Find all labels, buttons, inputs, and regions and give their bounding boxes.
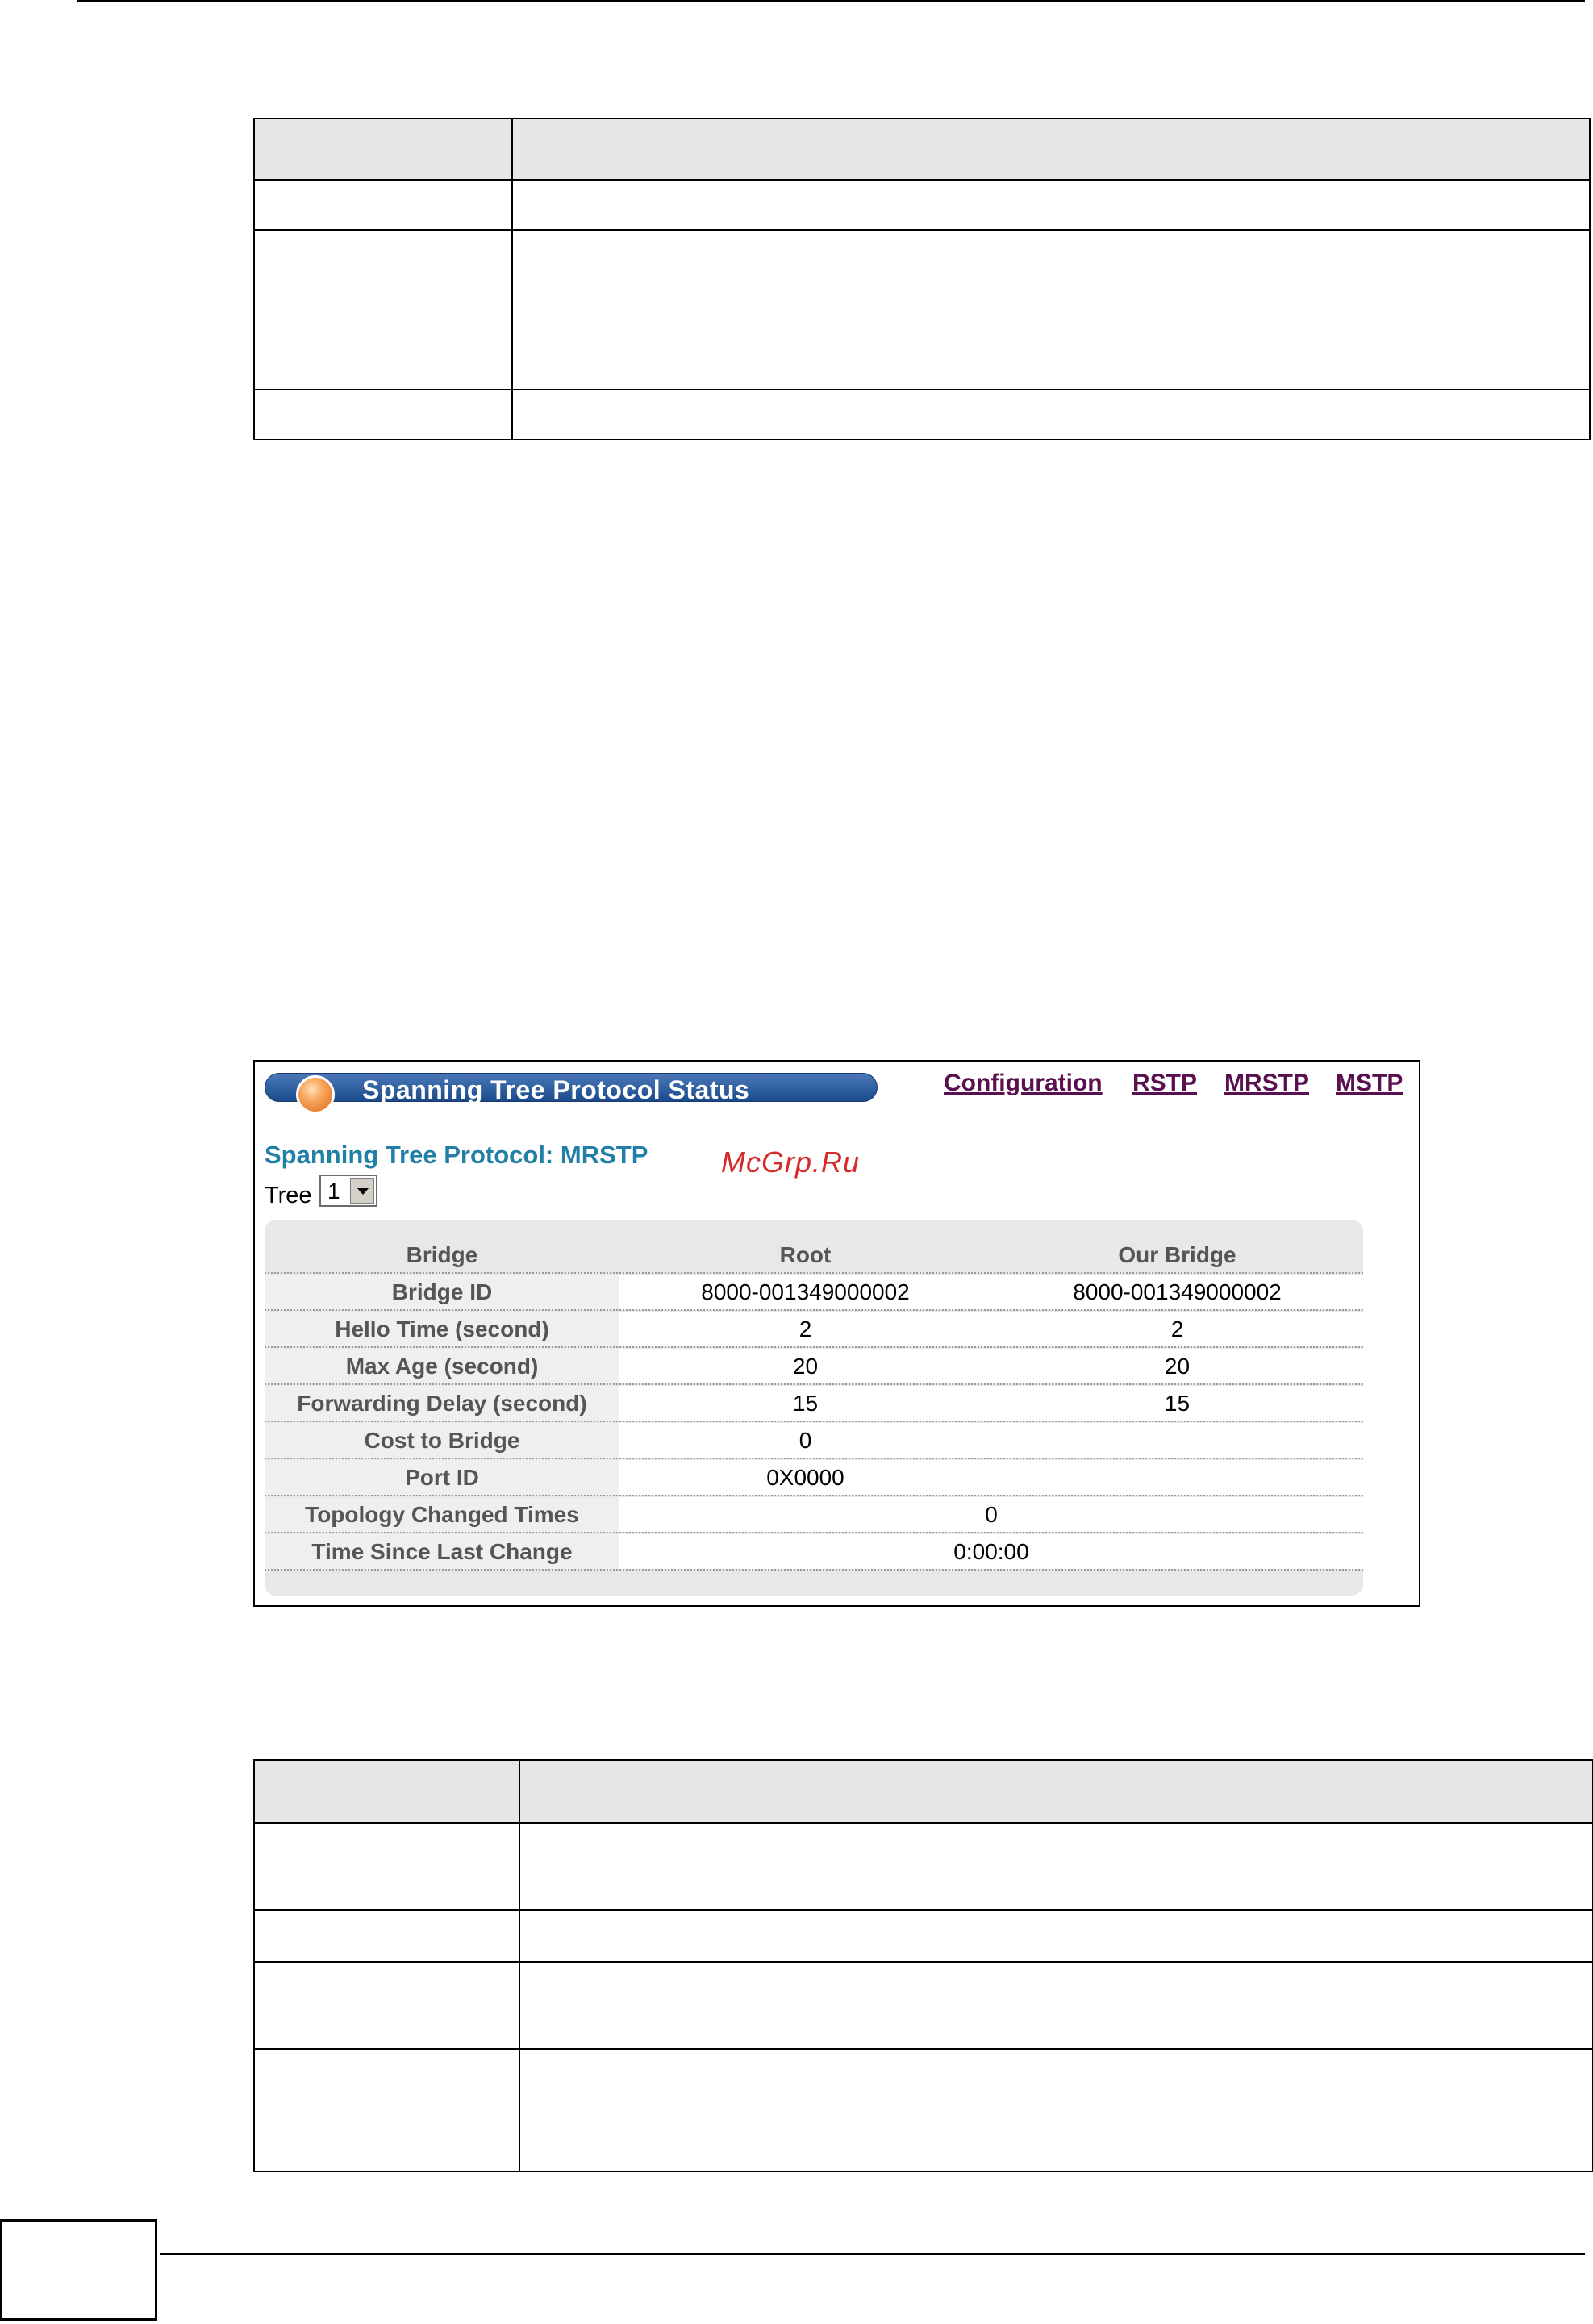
description-table-bottom (253, 1759, 1593, 2172)
header-rule (77, 0, 1585, 2)
tree-select-value: 1 (327, 1179, 340, 1204)
chevron-down-icon[interactable] (350, 1178, 374, 1204)
mrstp-link[interactable]: MRSTP (1224, 1070, 1309, 1096)
table-cell (512, 180, 1590, 230)
table-row (265, 1386, 1363, 1422)
table-header-cell (254, 119, 512, 180)
table-cell (254, 390, 512, 440)
stp-status-screenshot (253, 1060, 1420, 1607)
status-table (265, 1220, 1363, 1596)
row-label: Bridge ID (265, 1275, 619, 1309)
row-label: Hello Time (second) (265, 1312, 619, 1346)
table-row (265, 1497, 1363, 1533)
table-row (265, 1349, 1363, 1385)
row-label: Cost to Bridge (265, 1423, 619, 1458)
root-value: 2 (799, 1316, 812, 1341)
our-bridge-value: 8000-001349000002 (1073, 1279, 1282, 1304)
table-cell (254, 2049, 519, 2172)
tree-select[interactable] (319, 1175, 377, 1207)
description-table-top (253, 118, 1591, 440)
root-value: 20 (792, 1354, 819, 1379)
protocol-heading: Spanning Tree Protocol: MRSTP (265, 1141, 648, 1169)
row-label: Topology Changed Times (265, 1497, 619, 1532)
watermark: McGrp.Ru (721, 1145, 861, 1179)
table-cell (254, 230, 512, 390)
header-our-bridge: Our Bridge (1118, 1242, 1236, 1267)
table-cell (519, 1823, 1593, 1910)
configuration-link[interactable]: Configuration (944, 1070, 1103, 1096)
table-row (265, 1423, 1363, 1459)
table-cell (519, 1962, 1593, 2049)
orange-ball-icon (296, 1075, 335, 1114)
span-value: 0 (985, 1502, 998, 1527)
tree-label: Tree (265, 1183, 312, 1208)
header-root: Root (779, 1242, 832, 1267)
row-label: Max Age (second) (265, 1349, 619, 1383)
header-bridge: Bridge (406, 1242, 478, 1267)
root-value: 8000-001349000002 (701, 1279, 910, 1304)
title-bar (265, 1073, 878, 1102)
table-cell (254, 1910, 519, 1962)
table-cell (519, 1910, 1593, 1962)
our-bridge-value: 15 (1164, 1391, 1191, 1416)
table-header-cell (254, 1760, 519, 1823)
root-value: 0X0000 (766, 1465, 844, 1490)
rstp-link[interactable]: RSTP (1132, 1070, 1198, 1096)
row-label: Port ID (265, 1460, 619, 1495)
table-header-cell (519, 1760, 1593, 1823)
table-row (265, 1275, 1363, 1311)
table-cell (254, 1823, 519, 1910)
table-row (265, 1534, 1363, 1571)
our-bridge-value: 20 (1164, 1354, 1191, 1379)
table-row (265, 1460, 1363, 1496)
our-bridge-value: 2 (1170, 1316, 1184, 1341)
span-value: 0:00:00 (953, 1539, 1029, 1564)
root-value: 0 (799, 1428, 812, 1453)
table-cell (512, 230, 1590, 390)
table-cell (254, 180, 512, 230)
page-number-box (0, 2219, 157, 2321)
status-table-header (265, 1237, 1363, 1274)
row-label: Time Since Last Change (265, 1534, 619, 1569)
root-value: 15 (792, 1391, 819, 1416)
row-label: Forwarding Delay (second) (265, 1386, 619, 1421)
table-row (265, 1312, 1363, 1348)
screen-title: Spanning Tree Protocol Status (362, 1075, 750, 1104)
mstp-link[interactable]: MSTP (1336, 1070, 1403, 1096)
table-cell (519, 2049, 1593, 2172)
table-cell (254, 1962, 519, 2049)
table-cell (512, 390, 1590, 440)
footer-rule (160, 2253, 1585, 2255)
table-header-cell (512, 119, 1590, 180)
